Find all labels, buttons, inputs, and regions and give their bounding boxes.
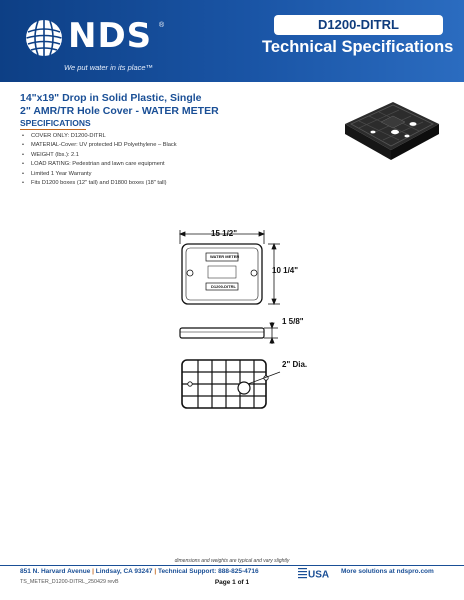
height-dimension-label: 10 1/4"	[272, 266, 299, 275]
tagline: We put water in its place™	[64, 63, 154, 72]
thickness-dimension-label: 1 5/8"	[282, 317, 304, 326]
document-type-title: Technical Specifications	[262, 38, 454, 56]
globe-logo-icon	[24, 18, 64, 58]
footer-separator: |	[92, 568, 96, 575]
spec-item: • WEIGHT (lbs.): 2.1	[22, 151, 177, 160]
width-dimension-label: 15 1/2"	[211, 229, 238, 238]
footer-contact	[20, 568, 259, 575]
spec-item: • Limited 1 Year Warranty	[22, 170, 177, 179]
specifications-divider	[20, 129, 86, 130]
footer-city: Lindsay, CA 93247	[95, 568, 153, 575]
brand-wordmark: NDS	[68, 16, 153, 56]
usa-mark-text: USA	[308, 569, 330, 579]
dimensions-footnote: dimensions and weights are typical and vary slightly	[174, 558, 290, 564]
made-in-usa-flag-icon	[298, 567, 330, 579]
product-title-line-2: 2" AMR/TR Hole Cover - WATER METER	[20, 105, 219, 117]
footer-separator: |	[154, 568, 158, 575]
spec-item: • COVER ONLY: D1200-DITRL	[22, 132, 177, 141]
header	[0, 0, 464, 82]
product-title	[20, 92, 219, 118]
spec-item: • LOAD RATING: Pedestrian and lawn care equipment	[22, 160, 177, 169]
footer-support-phone: Technical Support: 888-825-4716	[157, 568, 259, 575]
product-title-line-1: 14"x19" Drop in Solid Plastic, Single	[20, 92, 202, 104]
lid-text-water-meter: WATER METER	[210, 254, 240, 259]
hole-diameter-label: 2" Dia.	[282, 360, 308, 369]
registered-mark: ®	[159, 22, 165, 29]
page-number: Page 1 of 1	[214, 579, 250, 586]
footer-divider	[0, 565, 464, 566]
footer-address: 851 N. Harvard Avenue	[20, 568, 91, 575]
lid-text-model: D1200-DITRL	[211, 284, 236, 289]
footer-website-link[interactable]: More solutions at ndspro.com	[341, 568, 434, 575]
model-number-badge: D1200-DITRL	[274, 15, 443, 35]
spec-item: • Fits D1200 boxes (12" tall) and D1800 boxes (18" tall)	[22, 179, 177, 188]
specifications-heading: SPECIFICATIONS	[20, 118, 91, 128]
spec-item: • MATERIAL-Cover: UV protected HD Polyethylene – Black	[22, 141, 177, 150]
specifications-list	[22, 132, 177, 188]
document-code: TS_METER_D1200-DITRL_250429 revB	[20, 579, 119, 585]
product-photo	[335, 94, 445, 172]
